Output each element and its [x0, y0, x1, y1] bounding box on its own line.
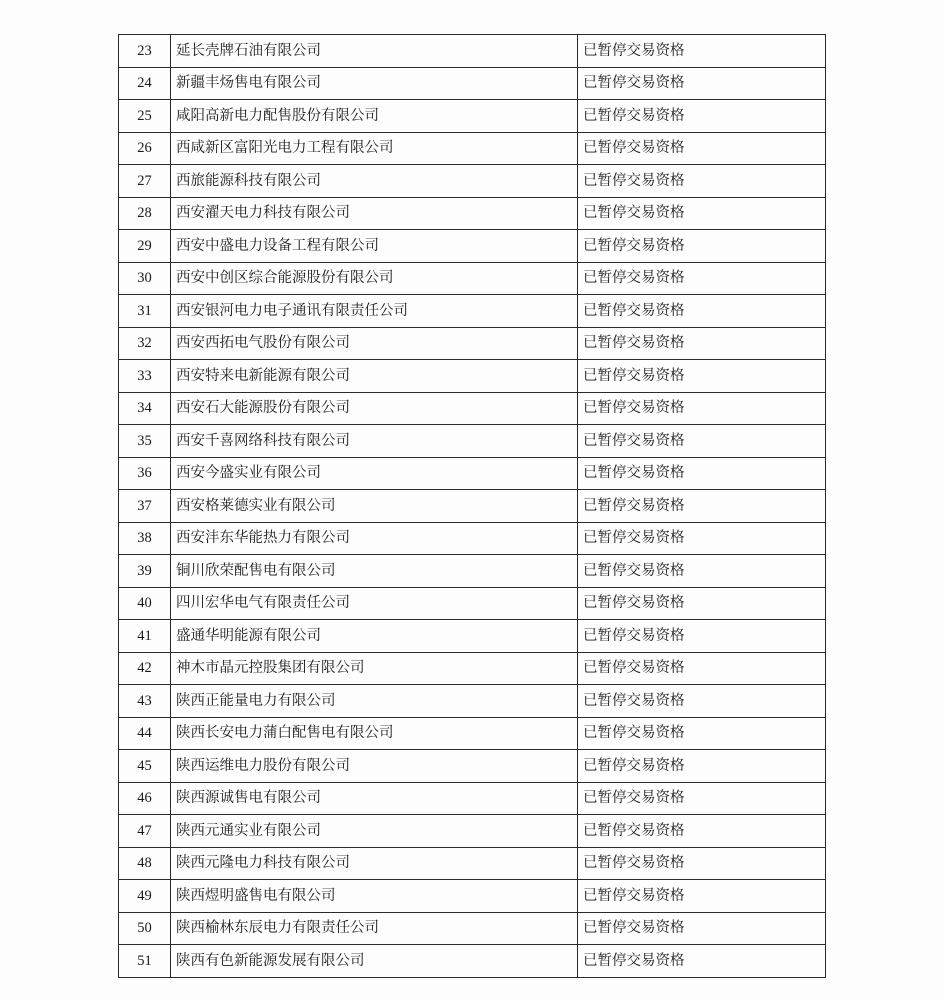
company-name-cell: 陕西煜明盛售电有限公司 — [171, 880, 578, 913]
status-cell: 已暂停交易资格 — [578, 522, 826, 555]
status-cell: 已暂停交易资格 — [578, 230, 826, 263]
company-name-cell: 陕西长安电力蒲白配售电有限公司 — [171, 717, 578, 750]
company-name-cell: 西安银河电力电子通讯有限责任公司 — [171, 295, 578, 328]
table-row — [119, 912, 826, 945]
status-cell: 已暂停交易资格 — [578, 620, 826, 653]
row-index-cell: 50 — [119, 912, 171, 945]
table-row — [119, 165, 826, 198]
table-row — [119, 945, 826, 978]
status-cell: 已暂停交易资格 — [578, 327, 826, 360]
status-cell: 已暂停交易资格 — [578, 652, 826, 685]
status-cell: 已暂停交易资格 — [578, 165, 826, 198]
table-row — [119, 847, 826, 880]
table-row — [119, 750, 826, 783]
company-name-cell: 延长壳牌石油有限公司 — [171, 35, 578, 68]
status-cell: 已暂停交易资格 — [578, 750, 826, 783]
row-index-cell: 43 — [119, 685, 171, 718]
company-name-cell: 西安千喜网络科技有限公司 — [171, 425, 578, 458]
table-row — [119, 490, 826, 523]
company-name-cell: 陕西元通实业有限公司 — [171, 815, 578, 848]
row-index-cell: 23 — [119, 35, 171, 68]
company-name-cell: 西旅能源科技有限公司 — [171, 165, 578, 198]
table-row — [119, 262, 826, 295]
company-name-cell: 咸阳高新电力配售股份有限公司 — [171, 100, 578, 133]
table-row — [119, 425, 826, 458]
status-cell: 已暂停交易资格 — [578, 685, 826, 718]
table-row — [119, 132, 826, 165]
row-index-cell: 32 — [119, 327, 171, 360]
row-index-cell: 46 — [119, 782, 171, 815]
table-row — [119, 717, 826, 750]
status-cell: 已暂停交易资格 — [578, 555, 826, 588]
row-index-cell: 31 — [119, 295, 171, 328]
status-cell: 已暂停交易资格 — [578, 295, 826, 328]
status-cell: 已暂停交易资格 — [578, 717, 826, 750]
table-row — [119, 392, 826, 425]
table-row — [119, 587, 826, 620]
table-row — [119, 555, 826, 588]
row-index-cell: 27 — [119, 165, 171, 198]
table-row — [119, 230, 826, 263]
table-row — [119, 880, 826, 913]
company-name-cell: 西咸新区富阳光电力工程有限公司 — [171, 132, 578, 165]
company-name-cell: 神木市晶元控股集团有限公司 — [171, 652, 578, 685]
table-row — [119, 67, 826, 100]
row-index-cell: 37 — [119, 490, 171, 523]
row-index-cell: 49 — [119, 880, 171, 913]
row-index-cell: 51 — [119, 945, 171, 978]
table-row — [119, 815, 826, 848]
status-cell: 已暂停交易资格 — [578, 425, 826, 458]
company-name-cell: 铜川欣荣配售电有限公司 — [171, 555, 578, 588]
status-cell: 已暂停交易资格 — [578, 587, 826, 620]
row-index-cell: 34 — [119, 392, 171, 425]
company-name-cell: 盛通华明能源有限公司 — [171, 620, 578, 653]
status-cell: 已暂停交易资格 — [578, 67, 826, 100]
row-index-cell: 24 — [119, 67, 171, 100]
company-name-cell: 陕西运维电力股份有限公司 — [171, 750, 578, 783]
company-name-cell: 西安格莱德实业有限公司 — [171, 490, 578, 523]
status-cell: 已暂停交易资格 — [578, 945, 826, 978]
company-name-cell: 西安西拓电气股份有限公司 — [171, 327, 578, 360]
status-cell: 已暂停交易资格 — [578, 490, 826, 523]
status-cell: 已暂停交易资格 — [578, 262, 826, 295]
row-index-cell: 25 — [119, 100, 171, 133]
table-row — [119, 522, 826, 555]
company-name-cell: 西安今盛实业有限公司 — [171, 457, 578, 490]
company-name-cell: 新疆丰炀售电有限公司 — [171, 67, 578, 100]
company-name-cell: 西安中创区综合能源股份有限公司 — [171, 262, 578, 295]
row-index-cell: 38 — [119, 522, 171, 555]
status-cell: 已暂停交易资格 — [578, 360, 826, 393]
row-index-cell: 40 — [119, 587, 171, 620]
company-name-cell: 西安中盛电力设备工程有限公司 — [171, 230, 578, 263]
status-cell: 已暂停交易资格 — [578, 392, 826, 425]
company-status-table — [118, 34, 826, 978]
table-row — [119, 620, 826, 653]
status-cell: 已暂停交易资格 — [578, 847, 826, 880]
row-index-cell: 45 — [119, 750, 171, 783]
company-name-cell: 四川宏华电气有限责任公司 — [171, 587, 578, 620]
status-cell: 已暂停交易资格 — [578, 457, 826, 490]
status-cell: 已暂停交易资格 — [578, 197, 826, 230]
status-cell: 已暂停交易资格 — [578, 782, 826, 815]
company-name-cell: 陕西榆林东辰电力有限责任公司 — [171, 912, 578, 945]
company-name-cell: 西安特来电新能源有限公司 — [171, 360, 578, 393]
row-index-cell: 33 — [119, 360, 171, 393]
company-name-cell: 西安沣东华能热力有限公司 — [171, 522, 578, 555]
status-cell: 已暂停交易资格 — [578, 880, 826, 913]
row-index-cell: 26 — [119, 132, 171, 165]
company-name-cell: 西安石大能源股份有限公司 — [171, 392, 578, 425]
status-cell: 已暂停交易资格 — [578, 912, 826, 945]
table-row — [119, 360, 826, 393]
row-index-cell: 28 — [119, 197, 171, 230]
company-name-cell: 陕西有色新能源发展有限公司 — [171, 945, 578, 978]
status-cell: 已暂停交易资格 — [578, 132, 826, 165]
company-name-cell: 陕西元隆电力科技有限公司 — [171, 847, 578, 880]
table-row — [119, 685, 826, 718]
company-name-cell: 西安濯天电力科技有限公司 — [171, 197, 578, 230]
row-index-cell: 48 — [119, 847, 171, 880]
table-row — [119, 100, 826, 133]
status-cell: 已暂停交易资格 — [578, 815, 826, 848]
row-index-cell: 36 — [119, 457, 171, 490]
table-row — [119, 457, 826, 490]
table-row — [119, 327, 826, 360]
row-index-cell: 47 — [119, 815, 171, 848]
table-body — [119, 35, 826, 978]
table-row — [119, 35, 826, 68]
company-name-cell: 陕西正能量电力有限公司 — [171, 685, 578, 718]
row-index-cell: 35 — [119, 425, 171, 458]
status-cell: 已暂停交易资格 — [578, 100, 826, 133]
table-row — [119, 652, 826, 685]
company-name-cell: 陕西源诚售电有限公司 — [171, 782, 578, 815]
row-index-cell: 42 — [119, 652, 171, 685]
row-index-cell: 29 — [119, 230, 171, 263]
status-cell: 已暂停交易资格 — [578, 35, 826, 68]
table-row — [119, 782, 826, 815]
table-row — [119, 295, 826, 328]
row-index-cell: 39 — [119, 555, 171, 588]
table-row — [119, 197, 826, 230]
row-index-cell: 44 — [119, 717, 171, 750]
row-index-cell: 30 — [119, 262, 171, 295]
row-index-cell: 41 — [119, 620, 171, 653]
